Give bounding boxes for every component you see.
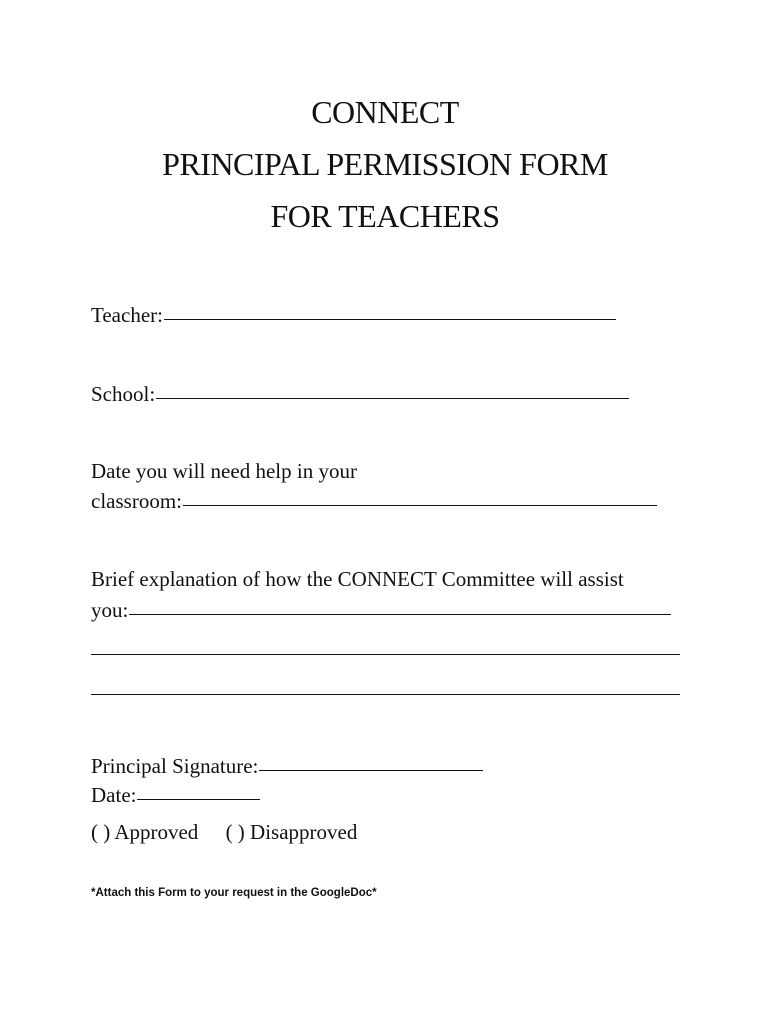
teacher-label: Teacher: bbox=[91, 303, 163, 327]
teacher-field bbox=[91, 303, 616, 328]
explanation-blank-line-3[interactable] bbox=[91, 694, 680, 695]
approval-options bbox=[91, 820, 357, 845]
date-blank-line[interactable] bbox=[137, 798, 260, 800]
school-field bbox=[91, 382, 629, 407]
form-title-for-teachers: FOR TEACHERS bbox=[270, 198, 500, 234]
date-help-label-line2: classroom: bbox=[91, 489, 182, 513]
principal-signature-field bbox=[91, 754, 483, 779]
explanation-label-line2: you: bbox=[91, 598, 129, 622]
explanation-label-line1: Brief explanation of how the CONNECT Committee will assist bbox=[91, 567, 624, 591]
teacher-blank-line[interactable] bbox=[164, 318, 616, 320]
explanation-field bbox=[91, 598, 671, 623]
disapproved-option[interactable]: ( ) Disapproved bbox=[225, 820, 358, 844]
principal-signature-blank-line[interactable] bbox=[259, 769, 483, 771]
explanation-blank-line-1[interactable] bbox=[129, 613, 671, 615]
form-title-principal-permission: PRINCIPAL PERMISSION FORM bbox=[162, 146, 608, 182]
form-title-connect: CONNECT bbox=[311, 94, 459, 130]
date-help-label-line1: Date you will need help in your bbox=[91, 459, 357, 483]
principal-signature-label: Principal Signature: bbox=[91, 754, 259, 778]
date-label: Date: bbox=[91, 783, 137, 807]
attach-form-note: *Attach this Form to your request in the GoogleDoc* bbox=[91, 887, 377, 899]
school-label: School: bbox=[91, 382, 156, 406]
date-field bbox=[91, 783, 260, 808]
approved-option[interactable]: ( ) Approved bbox=[91, 820, 199, 844]
school-blank-line[interactable] bbox=[156, 397, 629, 399]
explanation-blank-line-2[interactable] bbox=[91, 654, 680, 655]
date-help-field bbox=[91, 489, 657, 514]
date-help-blank-line[interactable] bbox=[183, 504, 657, 506]
